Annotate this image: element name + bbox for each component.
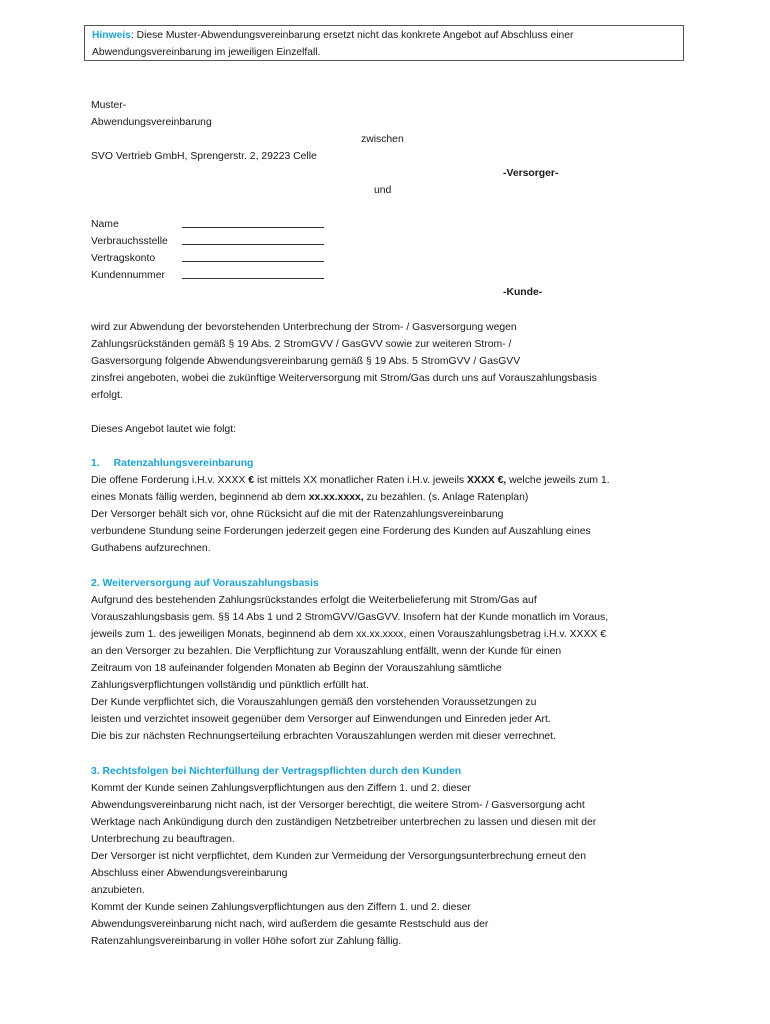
intro-line: Zahlungsrückständen gemäß § 19 Abs. 2 StromGVV / GasGVV sowie zur weiteren Strom- / [91,339,512,350]
section-1-line: verbundene Stundung seine Forderungen jederzeit gegen eine Forderung des Kunden auf Auszahlung eines [91,526,591,537]
section-2-line: Aufgrund des bestehenden Zahlungsrückstandes erfolgt die Weiterbelieferung mit Strom/Gas auf [91,595,537,606]
section-3-line: Ratenzahlungsvereinbarung in voller Höhe sofort zur Zahlung fällig. [91,936,402,947]
between-text: zwischen [361,134,404,145]
intro-line: Gasversorgung folgende Abwendungsvereinbarung gemäß § 19 Abs. 5 StromGVV / GasGVV [91,356,521,367]
field-label-customer-number: Kundennummer [91,270,165,281]
intro-line: wird zur Abwendung der bevorstehenden Unterbrechung der Strom- / Gasversorgung wegen [91,322,517,333]
section-2-body [91,592,691,745]
intro-paragraph [91,319,691,404]
section-2-line: Vorauszahlungsbasis gem. §§ 14 Abs 1 und 2 StromGVV/GasGVV. Insofern hat der Kunde monatlich im Voraus, [91,612,609,623]
intro-line: zinsfrei angeboten, wobei die zukünftige Weiterversorgung mit Strom/Gas durch uns auf Vorauszahlungsbasis [91,373,597,384]
section-1-line: Der Versorger behält sich vor, ohne Rücksicht auf die mit der Ratenzahlungsvereinbarung [91,509,504,520]
notice-line-1: Hinweis: Diese Muster-Abwendungsvereinbarung ersetzt nicht das konkrete Angebot auf Abschluss einer [92,30,574,41]
field-line-customer-number[interactable] [182,267,324,279]
section-3-line: anzubieten. [91,885,145,896]
section-1-title: Ratenzahlungsvereinbarung [113,458,254,469]
section-2-line: Zeitraum von 18 aufeinander folgenden Monaten ab Beginn der Vorauszahlung sämtliche [91,663,502,674]
section-2-line: jeweils zum 1. des jeweiligen Monats, beginnend ab dem xx.xx.xxxx, einen Vorauszahlungsbetrag i.H.v. XXXX € [91,629,606,640]
section-3-line: Der Versorger ist nicht verpflichtet, dem Kunden zur Vermeidung der Versorgungsunterbrechung erneut den [91,851,586,862]
section-1-line: Guthabens aufzurechnen. [91,543,211,554]
section-3-line: Werktage nach Ankündigung durch den zuständigen Netzbetreiber unterbrechen zu lassen und diesen mit der [91,817,597,828]
offer-intro: Dieses Angebot lautet wie folgt: [91,424,236,435]
field-line-contract-account[interactable] [182,250,324,262]
notice-box [84,25,684,61]
field-label-contract-account: Vertragskonto [91,253,156,264]
section-2-line: Die bis zur nächsten Rechnungserteilung erbrachten Vorauszahlungen werden mit dieser verrechnet. [91,731,556,742]
section-3-line: Abwendungsvereinbarung nicht nach, wird außerdem die gesamte Restschuld aus der [91,919,489,930]
supplier-role: -Versorger- [503,168,559,179]
and-text: und [374,185,392,196]
field-label-consumption-point: Verbrauchsstelle [91,236,168,247]
section-1-line: Die offene Forderung i.H.v. XXXX € ist mittels XX monatlicher Raten i.H.v. jeweils XXXX €, welche jeweils zum 1. [91,475,610,486]
section-3-line: Kommt der Kunde seinen Zahlungsverpflichtungen aus den Ziffern 1. und 2. dieser [91,783,471,794]
section-1-heading [91,455,253,472]
doc-title-line-2: Abwendungsvereinbarung [91,117,212,128]
doc-title-line-1: Muster- [91,100,127,111]
notice-line-2: Abwendungsvereinbarung im jeweiligen Einzelfall. [92,46,321,58]
section-3-line: Unterbrechung zu beauftragen. [91,834,235,845]
intro-line: erfolgt. [91,390,123,401]
field-line-consumption-point[interactable] [182,233,324,245]
notice-text-1: Diese Muster-Abwendungsvereinbarung ersetzt nicht das konkrete Angebot auf Abschluss einer [136,30,574,41]
section-2-line: an den Versorger zu bezahlen. Die Verpflichtung zur Vorauszahlung entfällt, wenn der Kunde für einen [91,646,562,657]
section-3-body [91,780,691,950]
customer-role: -Kunde- [503,287,543,298]
notice-label: Hinweis [92,30,131,41]
section-1-body [91,472,691,557]
section-3-heading: 3. Rechtsfolgen bei Nichterfüllung der Vertragspflichten durch den Kunden [91,766,462,777]
section-2-heading: 2. Weiterversorgung auf Vorauszahlungsbasis [91,578,319,589]
section-2-line: leisten und verzichtet insoweit gegenüber dem Versorger auf Einwendungen und Einreden jeder Art. [91,714,551,725]
supplier-address: SVO Vertrieb GmbH, Sprengerstr. 2, 29223 Celle [91,151,317,162]
section-3-line: Kommt der Kunde seinen Zahlungsverpflichtungen aus den Ziffern 1. und 2. dieser [91,902,471,913]
section-2-line: Der Kunde verpflichtet sich, die Vorauszahlungen gemäß den vorstehenden Voraussetzungen zu [91,697,537,708]
section-3-line: Abwendungsvereinbarung nicht nach, ist der Versorger berechtigt, die weitere Strom- / Gasversorgung acht [91,800,585,811]
section-2-line: Zahlungsverpflichtungen vollständig und pünktlich erfüllt hat. [91,680,369,691]
section-1-number: 1. [91,458,100,469]
section-3-line: Abschluss einer Abwendungsvereinbarung [91,868,288,879]
field-label-name: Name [91,219,119,230]
section-1-line: eines Monats fällig werden, beginnend ab dem xx.xx.xxxx, zu bezahlen. (s. Anlage Ratenplan) [91,492,529,503]
field-line-name[interactable] [182,216,324,228]
